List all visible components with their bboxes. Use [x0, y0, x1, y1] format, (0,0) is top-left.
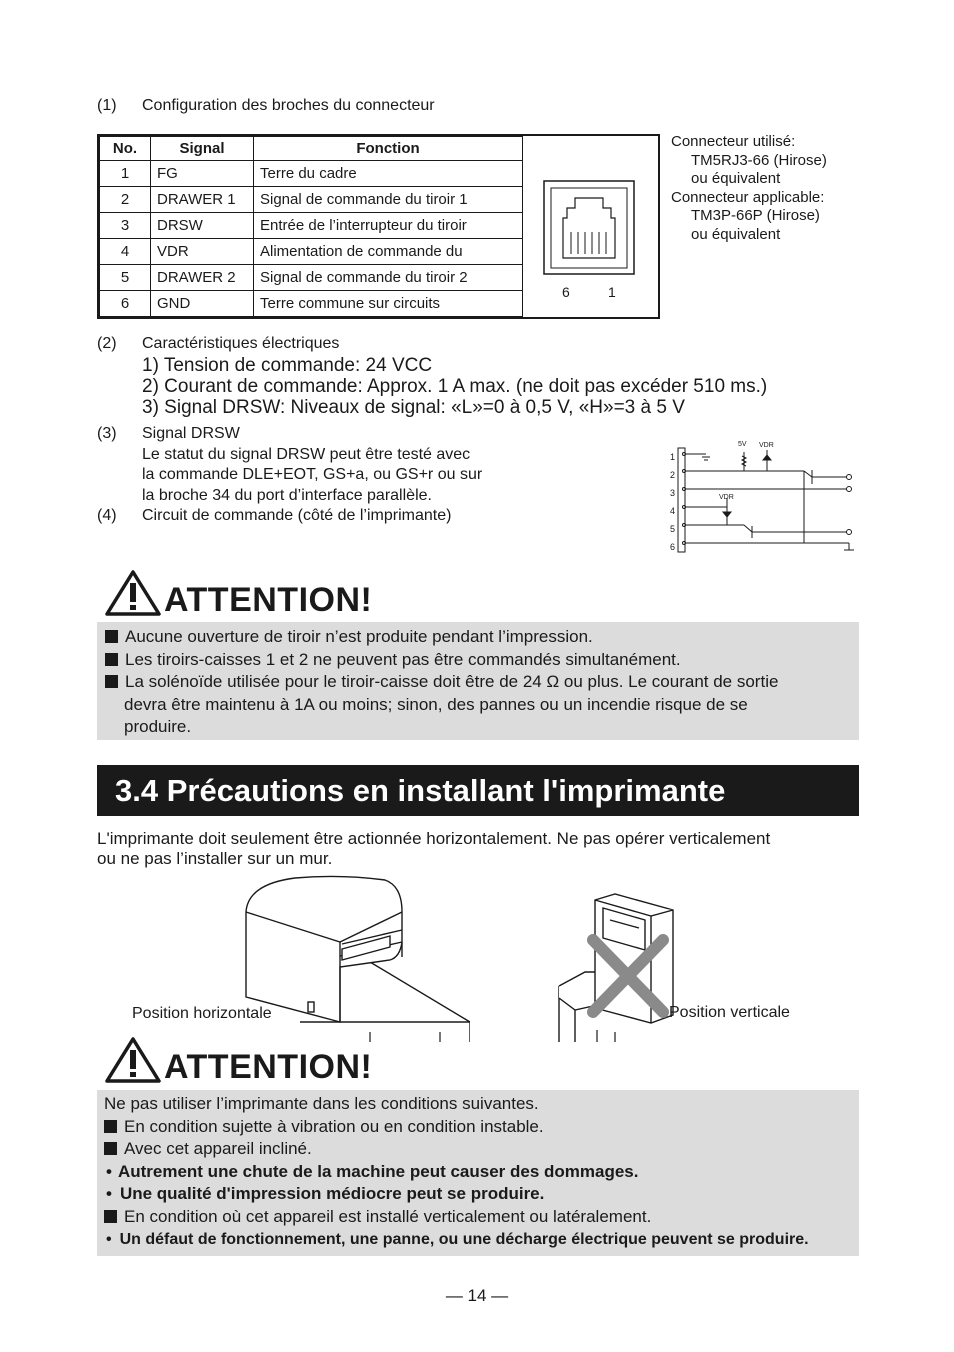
attention-title-1: ATTENTION!: [164, 581, 373, 619]
cell-fonction: Alimentation de commande du: [254, 239, 523, 265]
jack-pin-1: 1: [608, 284, 616, 300]
cell-fonction: Signal de commande du tiroir 2: [254, 265, 523, 291]
attention-box-2: [97, 1090, 859, 1256]
square-bullet-icon: [104, 1142, 117, 1155]
cell-no: 4: [100, 239, 151, 265]
s2-number: (2): [97, 335, 117, 352]
square-bullet-icon: [104, 1120, 117, 1133]
table-row: [100, 291, 523, 317]
s3-block: [97, 424, 482, 527]
circuit-schematic: [664, 440, 864, 555]
connector-note: [671, 133, 827, 244]
pin-label: 5: [670, 524, 676, 534]
cell-no: 3: [100, 213, 151, 239]
s4-number: (4): [97, 507, 117, 524]
square-bullet-icon: [104, 1210, 117, 1223]
jack-pin-6: 6: [562, 284, 570, 300]
attention-heading-2: [104, 1036, 372, 1084]
page-number: — 14 —: [445, 1286, 509, 1305]
drive-circuit-diagram: [664, 440, 864, 555]
list-item: La solénoïde utilisée pour le tiroir-caisse doit être de 24 Ω ou plus. Le courant de sortie: [105, 671, 851, 694]
pin-label: 2: [670, 470, 676, 480]
cell-signal: DRSW: [151, 213, 254, 239]
list-item-continued: produire.: [124, 717, 192, 737]
col-no: No.: [100, 137, 151, 161]
cell-signal: VDR: [151, 239, 254, 265]
list-item: 3) Signal DRSW: Niveaux de signal: «L»=0 à 0,5 V, «H»=3 à 5 V: [142, 397, 685, 418]
conn-line: ou équivalent: [691, 170, 781, 187]
s3-body-line: Le statut du signal DRSW peut être testé avec: [142, 445, 471, 463]
cell-no: 2: [100, 187, 151, 213]
list-item: • Un défaut de fonctionnement, une panne, ou une décharge électrique peuvent se produire.: [106, 1230, 809, 1248]
cell-fonction: Entrée de l’interrupteur du tiroir: [254, 213, 523, 239]
dot-bullet-icon: •: [106, 1230, 112, 1248]
s1-number: (1): [97, 97, 117, 114]
cell-signal: GND: [151, 291, 254, 317]
col-signal: Signal: [151, 137, 254, 161]
section-intro: [97, 829, 770, 869]
intro-line: L'imprimante doit seulement être actionnée horizontalement. Ne pas opérer verticalement: [97, 829, 771, 848]
label-vdr-bottom: VDR: [719, 494, 734, 501]
table-row: [100, 239, 523, 265]
list-item: • Une qualité d'impression médiocre peut se produire.: [106, 1184, 545, 1204]
list-item: En condition sujette à vibration ou en condition instable.: [104, 1116, 852, 1139]
attention-box-1: [97, 622, 859, 740]
s1-heading: [97, 97, 435, 115]
square-bullet-icon: [105, 675, 118, 688]
list-item: En condition où cet appareil est installé verticalement ou latéralement.: [104, 1206, 852, 1229]
conn-line: TM5RJ3-66 (Hirose): [691, 151, 827, 169]
table-row: [100, 161, 523, 187]
cell-no: 1: [100, 161, 151, 187]
cell-signal: FG: [151, 161, 254, 187]
warning-triangle-icon: [104, 1036, 162, 1084]
cell-fonction: Signal de commande du tiroir 1: [254, 187, 523, 213]
attention-title-2: ATTENTION!: [164, 1048, 373, 1086]
pin-label: 3: [670, 488, 676, 498]
square-bullet-icon: [105, 653, 118, 666]
table-row: [100, 213, 523, 239]
s3-body-line: la broche 34 du port d’interface parallèle.: [142, 486, 432, 504]
printer-horizontal-illustration: [240, 872, 470, 1042]
conn-line: TM3P-66P (Hirose): [691, 207, 820, 224]
s3-number: (3): [97, 425, 117, 442]
table-row: [100, 187, 523, 213]
pin-table: [99, 136, 523, 317]
label-5v: 5V: [738, 441, 747, 448]
cell-fonction: Terre du cadre: [254, 161, 523, 187]
pin-label: 6: [670, 542, 676, 552]
list-item: Aucune ouverture de tiroir n’est produite pendant l’impression.: [105, 626, 851, 649]
circuit-pin-labels: [670, 448, 675, 556]
conn-line: Connecteur applicable:: [671, 188, 825, 206]
section-title-bar: 3.4 Précautions en installant l'imprimante: [97, 765, 859, 816]
list-item: 2) Courant de commande: Approx. 1 A max. (ne doit pas excéder 510 ms.): [142, 376, 768, 397]
s1-title: Configuration des broches du connecteur: [142, 97, 435, 114]
pin-label: 4: [670, 506, 676, 516]
s2-title: Caractéristiques électriques: [142, 335, 340, 352]
cell-no: 6: [100, 291, 151, 317]
warning-triangle-icon: [104, 569, 162, 617]
dot-bullet-icon: •: [106, 1161, 112, 1181]
list-item: 1) Tension de commande: 24 VCC: [142, 355, 433, 376]
s2-heading: [97, 335, 340, 353]
cell-fonction: Terre commune sur circuits: [254, 291, 523, 317]
label-vdr-top: VDR: [759, 442, 774, 449]
dot-bullet-icon: •: [106, 1184, 112, 1204]
intro-line: Ne pas utiliser l’imprimante dans les conditions suivantes.: [104, 1094, 539, 1113]
cell-signal: DRAWER 2: [151, 265, 254, 291]
cell-signal: DRAWER 1: [151, 187, 254, 213]
list-item: Les tiroirs-caisses 1 et 2 ne peuvent pas être commandés simultanément.: [105, 649, 851, 672]
pin-table-header: [100, 137, 523, 161]
s2-items: [142, 355, 767, 418]
intro-line: ou ne pas l’installer sur un mur.: [97, 849, 333, 868]
table-row: [100, 265, 523, 291]
conn-line: ou équivalent: [691, 225, 781, 243]
conn-line: Connecteur utilisé:: [671, 133, 796, 150]
cell-no: 5: [100, 265, 151, 291]
s3-body-line: la commande DLE+EOT, GS+a, ou GS+r ou sur: [142, 466, 483, 483]
s3-title: Signal DRSW: [142, 425, 240, 442]
list-item-continued: devra être maintenu à 1A ou moins; sinon, des pannes ou un incendie risque de se: [124, 694, 748, 714]
list-item: Avec cet appareil incliné.: [104, 1138, 852, 1161]
printer-vertical-illustration: [555, 890, 685, 1042]
square-bullet-icon: [105, 630, 118, 643]
s4-title: Circuit de commande (côté de l’imprimante): [142, 507, 452, 524]
pin-label: 1: [670, 452, 676, 462]
pin-table-frame: [97, 134, 660, 319]
label-horizontal: Position horizontale: [132, 1005, 272, 1022]
col-fonction: Fonction: [254, 137, 523, 161]
list-item: • Autrement une chute de la machine peut causer des dommages.: [106, 1161, 639, 1181]
label-vertical: Position verticale: [669, 1004, 790, 1021]
attention-heading-1: [104, 569, 372, 617]
modular-jack-icon: [539, 176, 639, 306]
